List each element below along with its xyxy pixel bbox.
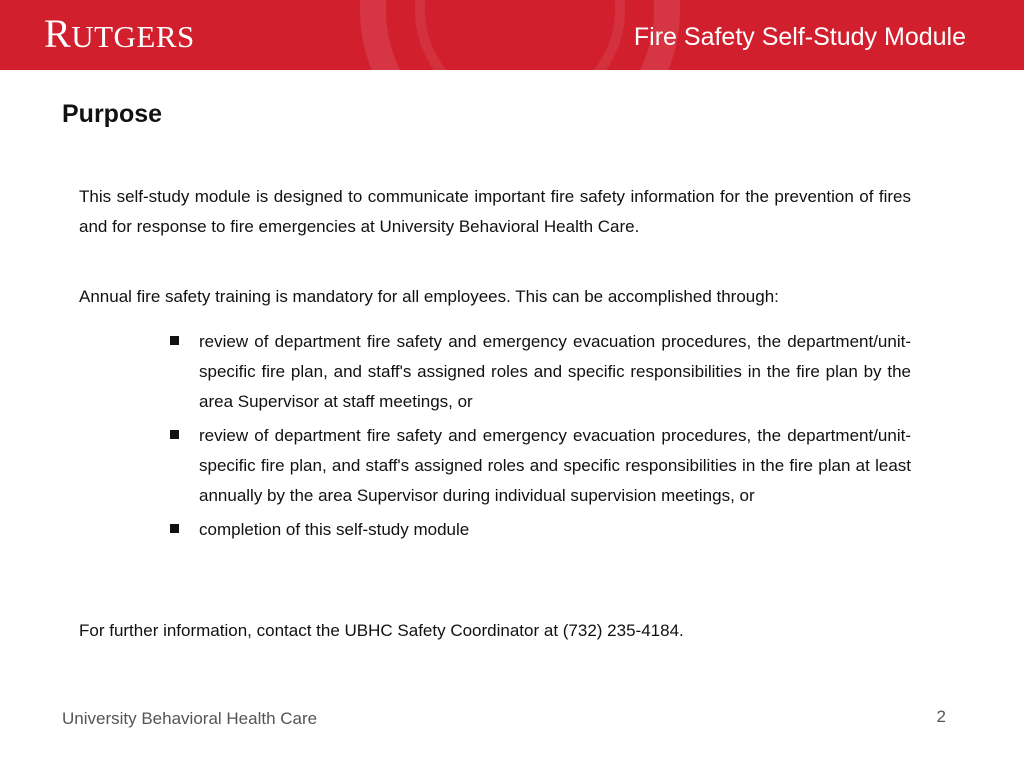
square-bullet-icon xyxy=(170,336,179,345)
square-bullet-icon xyxy=(170,524,179,533)
rutgers-logo xyxy=(44,11,195,57)
list-item xyxy=(170,421,911,511)
intro-paragraph: This self-study module is designed to communicate important fire safety information for the prevention of fires and for response to fire emergencies at University Behavioral Health Care. xyxy=(79,187,911,236)
module-title: Fire Safety Self-Study Module xyxy=(633,23,966,51)
page-number: 2 xyxy=(936,707,946,726)
square-bullet-icon xyxy=(170,430,179,439)
training-paragraph: Annual fire safety training is mandatory for all employees. This can be accomplished through: xyxy=(79,287,779,306)
list-item-text: completion of this self-study module xyxy=(199,520,470,539)
header-bar xyxy=(0,0,1024,70)
list-item xyxy=(170,327,911,417)
logo-rest: UTGERS xyxy=(71,19,195,54)
training-options-list xyxy=(170,327,911,549)
slide-title: Purpose xyxy=(62,100,163,128)
university-seal-inner-ring xyxy=(415,0,625,70)
contact-paragraph: For further information, contact the UBHC Safety Coordinator at (732) 235-4184. xyxy=(79,621,684,640)
logo-initial: R xyxy=(44,11,72,56)
footer-organization: University Behavioral Health Care xyxy=(62,709,318,728)
list-item-text: review of department fire safety and emergency evacuation procedures, the department/unit-specific fire plan, and staff's assigned roles and specific responsibilities in the fire plan at least annually by the area Supervisor during individual supervision meetings, or xyxy=(199,426,911,505)
list-item xyxy=(170,515,911,545)
list-item-text: review of department fire safety and emergency evacuation procedures, the department/unit-specific fire plan, and staff's assigned roles and specific responsibilities in the fire plan by the area Supervisor at staff meetings, or xyxy=(199,332,911,411)
